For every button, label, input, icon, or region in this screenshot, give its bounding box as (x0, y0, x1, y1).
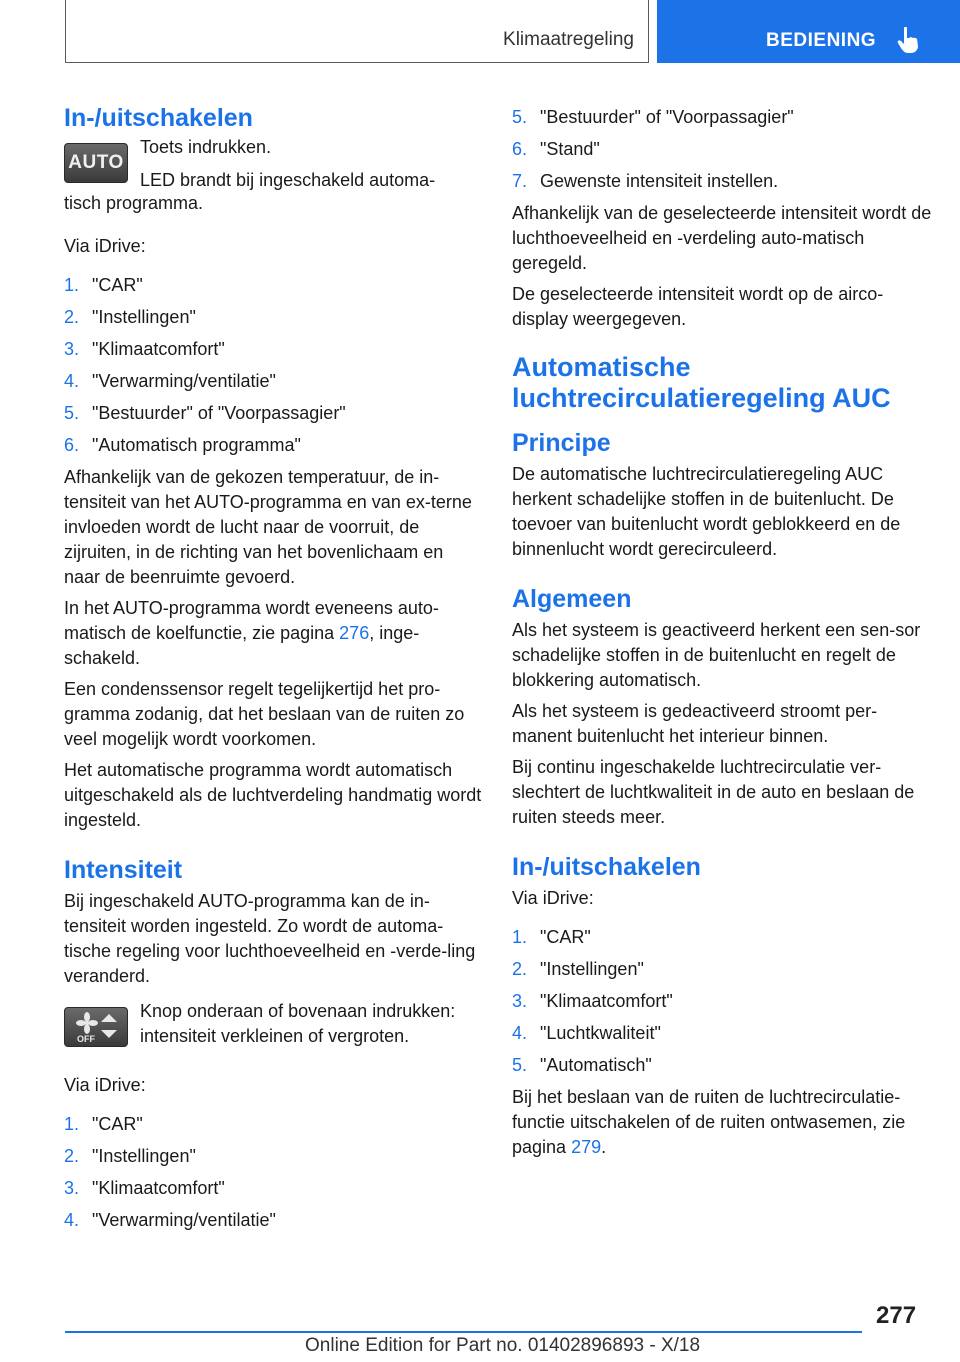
list-item: 4. "Verwarming/ventilatie" (64, 371, 276, 391)
list-item: 1. "CAR" (64, 275, 143, 295)
paragraph-principe: De automatische luchtrecirculatieregeling AUC herkent schadelijke stoffen in de buitenlucht. De toevoer van buitenlucht wordt geblokkeerd en de binnenlucht wordt gerecirculeerd. (512, 464, 901, 559)
auto-button-row (64, 137, 484, 193)
fan-instruction: Knop onderaan of bovenaan indrukken: intensiteit verkleinen of vergroten. (140, 1001, 456, 1046)
paragraph-algemeen-1: Als het systeem is geactiveerd herkent een sen-sor schadelijke stoffen in de buitenlucht en regelt de blokkering automatisch. (512, 620, 921, 690)
paragraph-algemeen-3: Bij continu ingeschakelde luchtrecirculatie ver-slechtert de luchtkwaliteit in de auto en beslaan de ruiten steeds meer. (512, 757, 915, 827)
footer-divider (65, 1331, 862, 1333)
list-item: 2. "Instellingen" (64, 1146, 196, 1166)
list-item: 5. "Bestuurder" of "Voorpassagier" (512, 107, 794, 127)
page-number: 277 (876, 1302, 917, 1329)
list-item: 3. "Klimaatcomfort" (64, 339, 225, 359)
header-chapter-label: BEDIENING (766, 30, 877, 51)
paragraph-algemeen-2: Als het systeem is gedeactiveerd stroomt per-manent buitenlucht het interieur binnen. (512, 701, 878, 746)
header-section-box (65, 0, 649, 63)
left-column (64, 100, 484, 1240)
list-item: 6. "Automatisch programma" (64, 435, 301, 455)
idrive-steps-auto (64, 273, 484, 458)
heading-auc: Automatische luchtrecirculatieregeling AUC (512, 352, 891, 413)
heading-intensiteit: Intensiteit (64, 856, 183, 884)
idrive-steps-intensity-cont (512, 105, 932, 194)
list-item: 7. Gewenste intensiteit instellen. (512, 171, 779, 191)
auto-led-text-b: tisch programma. (64, 193, 204, 213)
paragraph-beslaan: Bij het beslaan van de ruiten de luchtrecirculatie-functie uitschakelen of de ruiten ontwasemen, zie pagina 279. (512, 1087, 906, 1157)
list-item: 2. "Instellingen" (64, 307, 196, 327)
right-column (512, 105, 932, 1166)
fan-button-illustration (64, 1007, 128, 1047)
heading-in-uitschakelen: In-/uitschakelen (64, 104, 253, 132)
paragraph-luchtverdeling: Afhankelijk van de gekozen temperatuur, de in-tensiteit van het AUTO-programma en van ex-terne invloeden wordt de lucht naar de voorruit, de zijruiten, in de richting van het bovenlichaam en naar de beenruimte gevoerd. (64, 467, 472, 587)
auto-instruction: Toets indrukken. (140, 137, 272, 157)
paragraph-display: De geselecteerde intensiteit wordt op de airco-display weergegeven. (512, 284, 884, 329)
list-item: 3. "Klimaatcomfort" (512, 991, 673, 1011)
paragraph-intensiteit: Bij ingeschakeld AUTO-programma kan de in-tensiteit worden ingesteld. Zo wordt de automa-tische regeling voor luchthoeveelheid en -verde-ling veranderd. (64, 891, 476, 986)
fan-icon (65, 1008, 127, 1046)
list-item: 4. "Verwarming/ventilatie" (64, 1210, 276, 1230)
auto-button-illustration (64, 143, 128, 183)
heading-in-uitschakelen-auc: In-/uitschakelen (512, 853, 701, 881)
auto-button-label: AUTO (68, 152, 124, 173)
list-item: 1. "CAR" (512, 927, 591, 947)
list-item: 2. "Instellingen" (512, 959, 644, 979)
list-item: 3. "Klimaatcomfort" (64, 1178, 225, 1198)
list-item: 6. "Stand" (512, 139, 600, 159)
paragraph-condenssensor: Een condenssensor regelt tegelijkertijd het pro-gramma zodanig, dat het beslaan van de ruiten zo veel mogelijk wordt voorkomen. (64, 679, 465, 749)
footer-edition: Online Edition for Part no. 01402896893 - X/18 (305, 1335, 701, 1356)
via-idrive-label-3: Via iDrive: (512, 888, 594, 908)
page-link-279[interactable]: 279 (571, 1137, 602, 1157)
page-link-276[interactable]: 276 (339, 623, 370, 643)
fan-off-label: OFF (77, 1034, 95, 1044)
idrive-steps-auc (512, 925, 932, 1078)
pointing-hand-icon (897, 26, 919, 54)
auto-led-text-a: LED brandt bij ingeschakeld automa- (140, 170, 436, 190)
heading-algemeen: Algemeen (512, 585, 632, 613)
idrive-steps-intensity (64, 1112, 484, 1233)
via-idrive-label-2: Via iDrive: (64, 1075, 146, 1095)
page-header (0, 0, 960, 64)
header-section-title: Klimaatregeling (503, 29, 634, 50)
list-item: 1. "CAR" (64, 1114, 143, 1134)
list-item: 5. "Automatisch" (512, 1055, 652, 1075)
fan-button-row (64, 1003, 484, 1055)
via-idrive-label: Via iDrive: (64, 236, 146, 256)
header-chapter-tab (657, 0, 960, 63)
heading-principe: Principe (512, 429, 611, 457)
paragraph-uitschakeling: Het automatische programma wordt automatisch uitgeschakeld als de luchtverdeling handmatig wordt ingesteld. (64, 760, 482, 830)
list-item: 4. "Luchtkwaliteit" (512, 1023, 661, 1043)
list-item: 5. "Bestuurder" of "Voorpassagier" (64, 403, 346, 423)
paragraph-afh-intensiteit: Afhankelijk van de geselecteerde intensiteit wordt de luchthoeveelheid en -verdeling auto-matisch geregeld. (512, 203, 932, 273)
paragraph-koelfunctie: In het AUTO-programma wordt eveneens auto-matisch de koelfunctie, zie pagina 276, inge-schakeld. (64, 598, 439, 668)
